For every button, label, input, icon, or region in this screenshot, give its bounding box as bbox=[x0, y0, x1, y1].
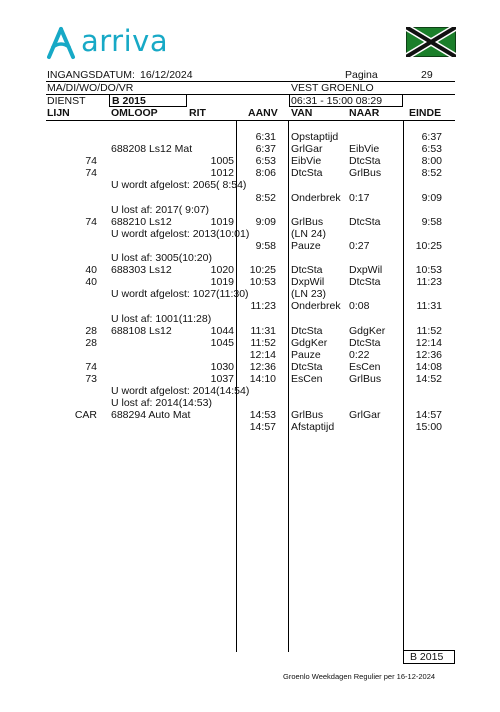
ingangsdatum-label: INGANGSDATUM: bbox=[47, 69, 135, 81]
cell-rit: 1030 bbox=[210, 360, 234, 373]
cell-omloop: 688108 Ls12 bbox=[111, 324, 172, 337]
cell-van: DtcSta bbox=[291, 264, 323, 277]
cell-aanv: 14:10 bbox=[249, 373, 276, 385]
relief-note: U wordt afgelost: 2065( 8:54) bbox=[111, 179, 247, 192]
relief-note: U wordt afgelost: 2014(14:54) bbox=[111, 385, 250, 398]
cell-einde: 9:09 bbox=[421, 191, 442, 204]
van-left-rule bbox=[288, 120, 289, 652]
relief-note: U lost af: 2014(14:53) bbox=[111, 397, 212, 410]
column-header-rule bbox=[46, 120, 455, 121]
cell-lijn: 73 bbox=[85, 373, 97, 385]
cell-lijn: 40 bbox=[85, 276, 97, 289]
cell-aanv: 14:57 bbox=[249, 421, 276, 434]
cell-van: Pauze bbox=[291, 348, 321, 361]
col-einde: EINDE bbox=[409, 107, 442, 119]
cell-naar: GrlBus bbox=[349, 167, 382, 180]
cell-einde: 6:37 bbox=[421, 131, 442, 143]
arriva-logo bbox=[44, 26, 169, 62]
dienst-box bbox=[109, 94, 187, 107]
achterhoek-flag-icon bbox=[406, 27, 456, 57]
cell-aanv: 11:52 bbox=[250, 336, 276, 349]
cell-aanv: 10:25 bbox=[249, 264, 276, 277]
pagina-label: Pagina bbox=[345, 69, 378, 81]
cell-einde: 14:08 bbox=[415, 360, 442, 373]
cell-lijn: 74 bbox=[85, 360, 97, 373]
ingangsdatum-value: 16/12/2024 bbox=[140, 69, 193, 81]
cell-van: DxpWil bbox=[291, 276, 325, 289]
cell-van: Pauze bbox=[291, 239, 321, 252]
cell-einde: 10:25 bbox=[415, 239, 442, 252]
cell-naar: EsCen bbox=[349, 360, 381, 373]
cell-einde: 10:53 bbox=[415, 264, 442, 277]
cell-naar: DxpWil bbox=[349, 264, 383, 277]
footer-dienst-value: B 2015 bbox=[410, 651, 444, 663]
cell-einde: 14:52 bbox=[415, 373, 442, 385]
col-aanv: AANV bbox=[248, 107, 278, 119]
cell-van: DtcSta bbox=[291, 324, 323, 337]
cell-lijn: 74 bbox=[85, 167, 97, 180]
cell-einde: 11:23 bbox=[416, 276, 442, 289]
cell-rit: 1045 bbox=[210, 336, 234, 349]
relief-note: U lost af: 1001(11:28) bbox=[111, 312, 212, 325]
cell-van: GrlBus bbox=[291, 409, 324, 422]
cell-einde: 8:00 bbox=[421, 155, 442, 168]
cell-aanv: 8:06 bbox=[255, 167, 276, 180]
relief-note: U wordt afgelost: 2013(10:01) bbox=[111, 227, 250, 240]
cell-naar: DtcSta bbox=[349, 276, 381, 289]
cell-einde: 12:14 bbox=[415, 336, 442, 349]
dienst-label: DIENST bbox=[47, 95, 86, 107]
cell-van: EsCen bbox=[291, 373, 323, 385]
cell-van: Afstaptijd bbox=[291, 421, 335, 434]
cell-rit: 1019 bbox=[210, 215, 234, 228]
cell-lijn: CAR bbox=[74, 409, 97, 422]
brand-name: arriva bbox=[81, 24, 169, 58]
cell-van: EibVie bbox=[291, 155, 322, 168]
cell-aanv: 9:09 bbox=[255, 215, 276, 228]
relief-note: U lost af: 3005(10:20) bbox=[111, 252, 212, 264]
cell-einde: 12:36 bbox=[415, 348, 442, 361]
col-van: VAN bbox=[291, 107, 313, 119]
cell-aanv: 6:31 bbox=[255, 131, 276, 143]
cell-einde: 11:31 bbox=[416, 300, 442, 313]
cell-lijn: 28 bbox=[85, 336, 97, 349]
col-rit: RIT bbox=[189, 107, 206, 119]
cell-einde: 6:53 bbox=[421, 143, 442, 156]
cell-van: GrlGar bbox=[291, 143, 323, 156]
cell-van: (LN 23) bbox=[291, 288, 327, 301]
cell-rit: 1044 bbox=[210, 324, 234, 337]
cell-aanv: 12:14 bbox=[249, 348, 276, 361]
col-omloop: OMLOOP bbox=[111, 107, 158, 119]
footer-dienst-box bbox=[403, 650, 455, 664]
cell-van: Opstaptijd bbox=[291, 131, 339, 143]
cell-naar: 0:22 bbox=[349, 348, 370, 361]
cell-naar: 0:08 bbox=[349, 300, 370, 313]
cell-naar: DtcSta bbox=[349, 336, 381, 349]
cell-van: GrlBus bbox=[291, 215, 324, 228]
cell-omloop: 688294 Auto Mat bbox=[111, 409, 191, 422]
dienst-value: B 2015 bbox=[112, 95, 146, 107]
cell-aanv: 6:53 bbox=[255, 155, 276, 168]
col-naar: NAAR bbox=[349, 107, 380, 119]
cell-aanv: 6:37 bbox=[255, 143, 276, 156]
time-range: 06:31 - 15:00 08:29 bbox=[291, 95, 383, 107]
cell-naar: GrlGar bbox=[349, 409, 381, 422]
einde-left-rule bbox=[403, 120, 404, 652]
cell-naar: EibVie bbox=[349, 143, 380, 156]
cell-aanv: 11:23 bbox=[250, 300, 276, 313]
cell-van: (LN 24) bbox=[291, 227, 327, 240]
cell-rit: 1020 bbox=[210, 264, 234, 277]
relief-note: U wordt afgelost: 1027(11:30) bbox=[111, 288, 249, 301]
cell-einde: 15:00 bbox=[415, 421, 442, 434]
cell-aanv: 12:36 bbox=[249, 360, 276, 373]
cell-omloop: 688303 Ls12 bbox=[111, 264, 172, 277]
relief-note: U lost af: 2017( 9:07) bbox=[111, 203, 210, 216]
cell-naar: 0:27 bbox=[349, 239, 370, 252]
cell-aanv: 8:52 bbox=[255, 191, 276, 204]
cell-einde: 9:58 bbox=[421, 215, 442, 228]
cell-einde: 14:57 bbox=[415, 409, 442, 422]
cell-rit: 1019 bbox=[210, 276, 234, 289]
cell-naar: 0:17 bbox=[349, 191, 370, 204]
cell-naar: DtcSta bbox=[349, 215, 381, 228]
cell-rit: 1037 bbox=[210, 373, 234, 385]
region-label: VEST GROENLO bbox=[291, 82, 374, 94]
cell-einde: 11:52 bbox=[416, 324, 442, 337]
cell-naar: GdgKer bbox=[349, 324, 386, 337]
col-lijn: LIJN bbox=[47, 107, 70, 119]
cell-naar: GrlBus bbox=[349, 373, 382, 385]
cell-rit: 1005 bbox=[210, 155, 234, 168]
footer-caption: Groenlo Weekdagen Regulier per 16-12-2024 bbox=[283, 672, 436, 681]
cell-rit: 1012 bbox=[210, 167, 234, 180]
cell-van: GdgKer bbox=[291, 336, 328, 349]
days-label: MA/DI/WO/DO/VR bbox=[47, 82, 134, 94]
arriva-a-icon bbox=[44, 26, 78, 60]
cell-naar: DtcSta bbox=[349, 155, 381, 168]
cell-aanv: 11:31 bbox=[250, 324, 276, 337]
cell-aanv: 14:53 bbox=[249, 409, 276, 422]
cell-omloop: 688210 Ls12 bbox=[111, 215, 172, 228]
cell-lijn: 28 bbox=[85, 324, 97, 337]
cell-van: DtcSta bbox=[291, 360, 323, 373]
time-range-box bbox=[289, 94, 403, 107]
cell-aanv: 10:53 bbox=[249, 276, 276, 289]
cell-van: Onderbrek bbox=[291, 191, 341, 204]
cell-aanv: 9:58 bbox=[255, 239, 276, 252]
cell-lijn: 74 bbox=[85, 155, 97, 168]
pagina-value: 29 bbox=[421, 69, 433, 81]
cell-van: Onderbrek bbox=[291, 300, 341, 313]
cell-lijn: 40 bbox=[85, 264, 97, 277]
cell-omloop: 688208 Ls12 Mat bbox=[111, 143, 193, 156]
cell-einde: 8:52 bbox=[421, 167, 442, 180]
cell-van: DtcSta bbox=[291, 167, 323, 180]
cell-lijn: 74 bbox=[85, 215, 97, 228]
